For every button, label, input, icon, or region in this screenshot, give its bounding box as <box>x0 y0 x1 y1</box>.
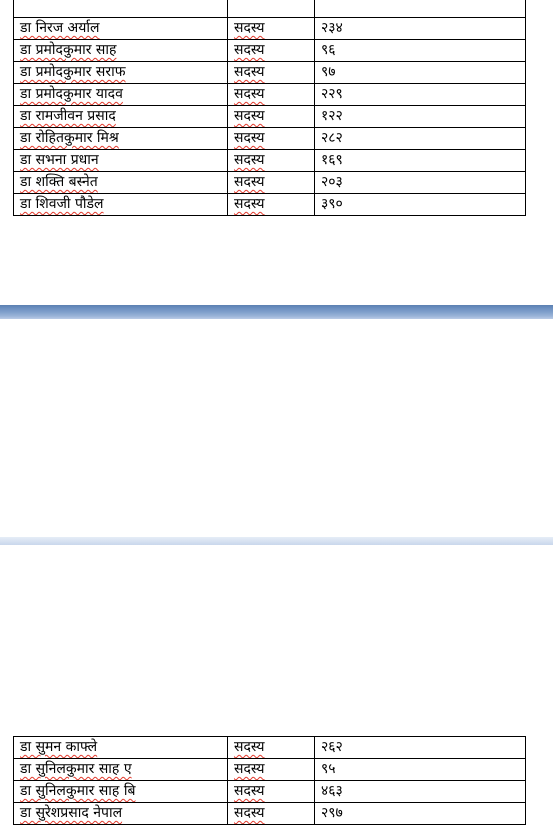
member-role-cell[interactable] <box>228 62 315 84</box>
member-name-cell[interactable] <box>14 737 228 759</box>
member-role-cell[interactable] <box>228 0 315 18</box>
member-role-cell[interactable] <box>228 172 315 194</box>
member-role-cell[interactable] <box>228 194 315 216</box>
member-role-cell[interactable] <box>228 84 315 106</box>
member-number-cell[interactable] <box>315 18 526 40</box>
member-number-cell[interactable] <box>315 128 526 150</box>
member-number-text: ९६ <box>321 42 336 58</box>
member-number-cell[interactable] <box>315 106 526 128</box>
members-table-body <box>14 737 526 825</box>
member-role-text: सदस्य <box>234 739 265 755</box>
page-break-gap <box>0 305 553 319</box>
document-page-top <box>0 0 553 305</box>
member-name-cell[interactable] <box>14 172 228 194</box>
member-number-cell[interactable] <box>315 62 526 84</box>
member-name-text: डा सुमन काफ्ले <box>20 739 98 755</box>
member-role-text: सदस्य <box>234 761 265 777</box>
member-name-text: डा रामजीवन प्रसाद <box>20 108 116 124</box>
member-name-text: डा शक्ति बस्नेत <box>20 174 98 190</box>
member-name-cell[interactable] <box>14 150 228 172</box>
member-name-cell[interactable] <box>14 18 228 40</box>
member-name-text: डा प्रमोदकुमार सराफ <box>20 64 126 80</box>
table-row <box>14 18 526 40</box>
member-name-cell[interactable] <box>14 194 228 216</box>
member-name-cell[interactable] <box>14 84 228 106</box>
member-number-text: २९७ <box>321 805 343 821</box>
member-role-text: सदस्य <box>234 196 265 212</box>
member-role-text: सदस्य <box>234 174 265 190</box>
member-number-text: २६२ <box>321 739 343 755</box>
member-number-cell[interactable] <box>315 172 526 194</box>
member-name-text: डा शिवजी पौडेल <box>20 196 104 212</box>
table-row <box>14 172 526 194</box>
member-role-cell[interactable] <box>228 18 315 40</box>
table-row <box>14 0 526 18</box>
member-number-cell[interactable] <box>315 737 526 759</box>
member-name-cell[interactable] <box>14 0 228 18</box>
member-number-text: २०३ <box>321 174 343 190</box>
member-number-text: १६९ <box>321 152 343 168</box>
member-number-text: १२२ <box>321 108 343 124</box>
member-number-cell[interactable] <box>315 40 526 62</box>
member-number-cell[interactable] <box>315 781 526 803</box>
member-number-cell[interactable] <box>315 759 526 781</box>
member-role-cell[interactable] <box>228 781 315 803</box>
table-row <box>14 106 526 128</box>
member-role-text: सदस्य <box>234 42 265 58</box>
member-name-cell[interactable] <box>14 40 228 62</box>
member-number-text: २२९ <box>321 86 343 102</box>
member-number-cell[interactable] <box>315 194 526 216</box>
member-name-cell[interactable] <box>14 759 228 781</box>
member-role-cell[interactable] <box>228 40 315 62</box>
member-name-cell[interactable] <box>14 62 228 84</box>
member-role-text: सदस्य <box>234 805 265 821</box>
document-page-bottom <box>0 319 553 821</box>
table-row <box>14 62 526 84</box>
table-row <box>14 40 526 62</box>
table-row <box>14 759 526 781</box>
member-number-cell[interactable] <box>315 150 526 172</box>
member-role-cell[interactable] <box>228 128 315 150</box>
member-role-text: सदस्य <box>234 86 265 102</box>
page-break-gap <box>0 537 553 545</box>
members-table-top <box>13 0 526 216</box>
member-role-cell[interactable] <box>228 803 315 825</box>
member-name-text: डा प्रमोदकुमार साह <box>20 42 117 58</box>
member-number-text: ९५ <box>321 761 336 777</box>
member-role-cell[interactable] <box>228 737 315 759</box>
member-name-text: डा रोहितकुमार मिश्र <box>20 130 119 146</box>
member-number-text: ३९० <box>321 196 343 212</box>
member-name-text: डा सुनिलकुमार साह ए <box>20 761 132 777</box>
member-role-text: सदस्य <box>234 783 265 799</box>
member-role-text: सदस्य <box>234 20 265 36</box>
member-name-cell[interactable] <box>14 106 228 128</box>
members-table-body <box>14 0 526 216</box>
member-name-text: डा प्रमोदकुमार यादव <box>20 86 123 102</box>
member-name-cell[interactable] <box>14 128 228 150</box>
member-number-text: ९७ <box>321 64 336 80</box>
member-name-cell[interactable] <box>14 803 228 825</box>
table-row <box>14 803 526 825</box>
member-number-text: २८२ <box>321 130 343 146</box>
member-number-cell[interactable] <box>315 84 526 106</box>
member-number-cell[interactable] <box>315 803 526 825</box>
member-name-text: डा सुनिलकुमार साह बि <box>20 783 136 799</box>
member-role-cell[interactable] <box>228 150 315 172</box>
member-number-text: ४६३ <box>321 783 343 799</box>
member-role-text: सदस्य <box>234 108 265 124</box>
member-role-cell[interactable] <box>228 106 315 128</box>
member-name-text: डा सुरेशप्रसाद नेपाल <box>20 805 123 821</box>
member-name-text: डा सभना प्रधान <box>20 152 99 168</box>
member-number-cell[interactable] <box>315 0 526 18</box>
member-role-cell[interactable] <box>228 759 315 781</box>
table-row <box>14 737 526 759</box>
table-row <box>14 781 526 803</box>
table-row <box>14 128 526 150</box>
member-number-text: २३४ <box>321 20 343 36</box>
member-name-text: डा निरज अर्याल <box>20 20 100 36</box>
member-name-cell[interactable] <box>14 781 228 803</box>
table-row <box>14 194 526 216</box>
member-role-text: सदस्य <box>234 130 265 146</box>
member-role-text: सदस्य <box>234 152 265 168</box>
table-row <box>14 84 526 106</box>
table-row <box>14 150 526 172</box>
member-role-text: सदस्य <box>234 64 265 80</box>
members-table-bottom <box>13 736 526 825</box>
